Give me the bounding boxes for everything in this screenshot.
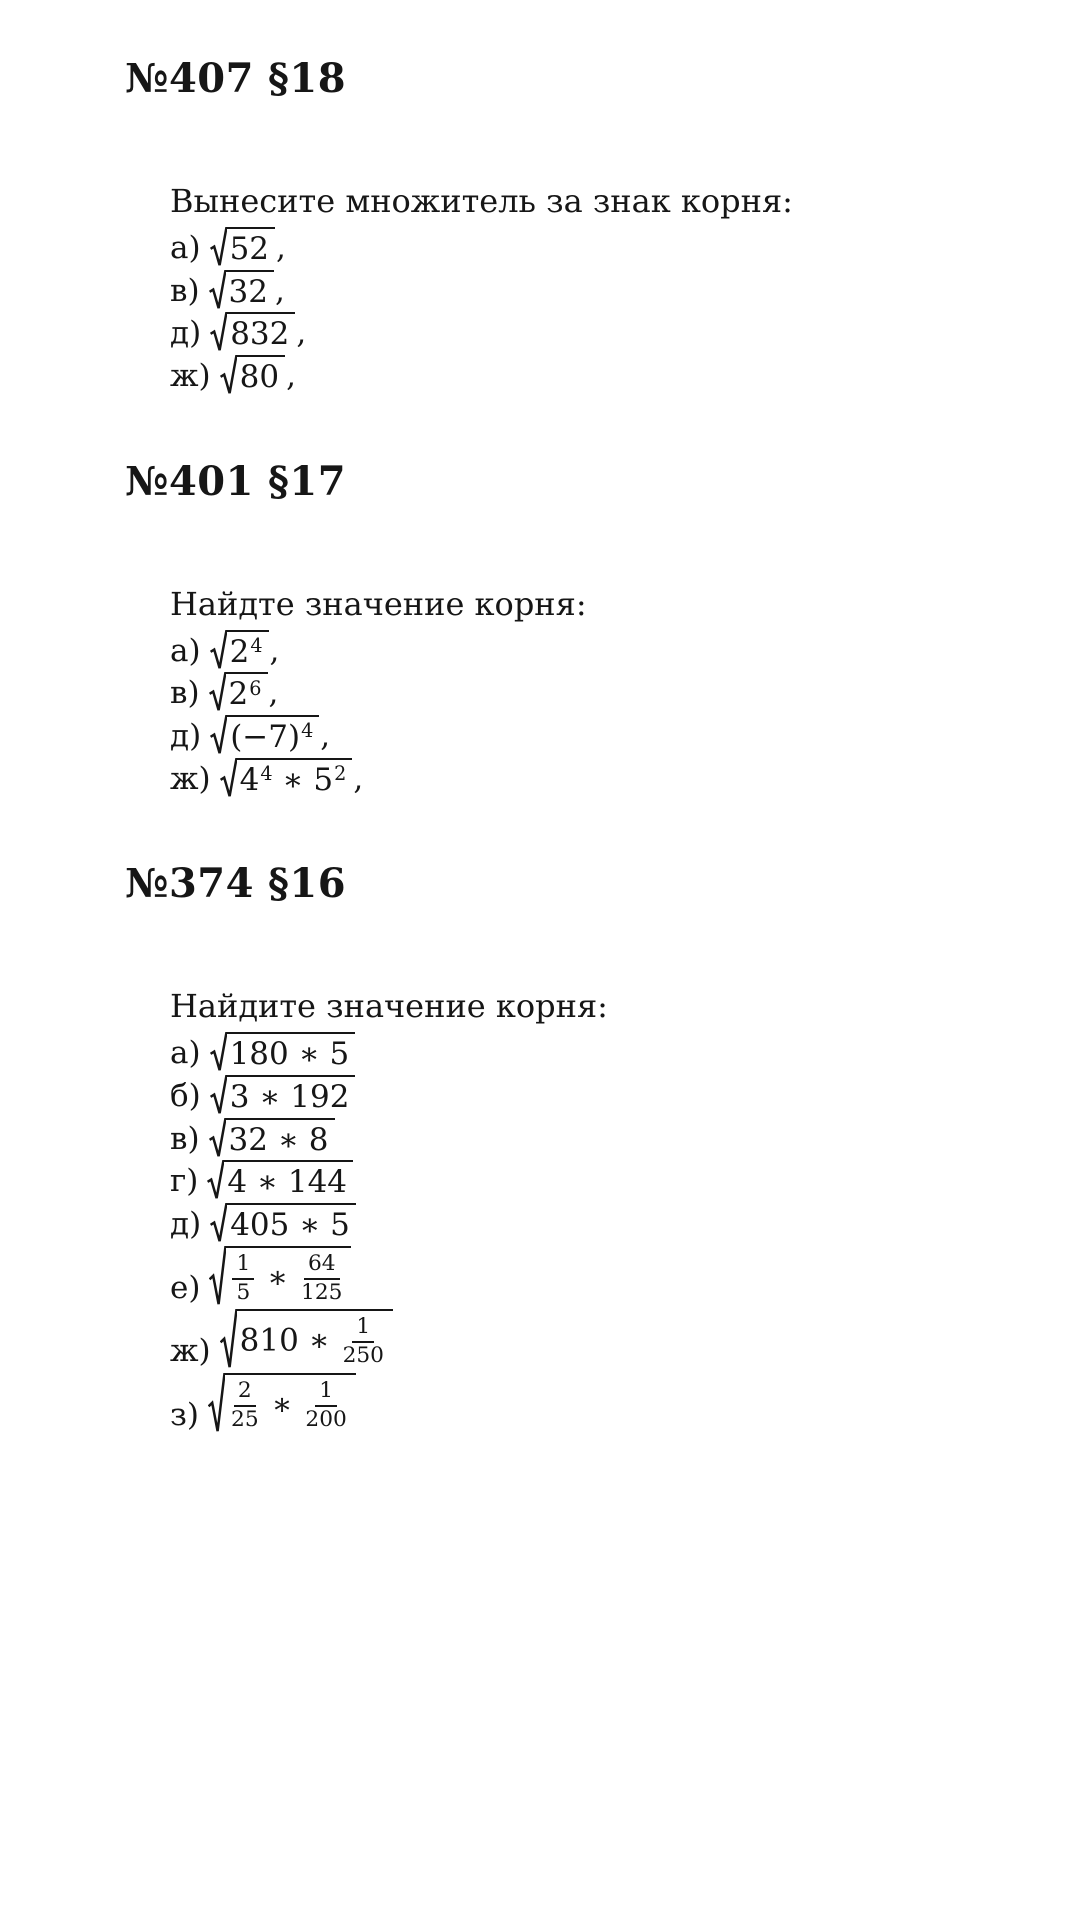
item-suffix: , (269, 632, 280, 669)
radicand (224, 1160, 353, 1200)
fraction-numerator: 64 (304, 1253, 340, 1280)
paragraph-ref: §18 (267, 55, 347, 102)
sqrt-expression (210, 1075, 356, 1115)
item-suffix: , (320, 717, 331, 754)
item-label: з) (170, 1396, 200, 1433)
item-label: д) (170, 1206, 202, 1243)
item-label: в) (170, 272, 200, 309)
sqrt-expression (210, 312, 295, 352)
item-label: е) (170, 1269, 201, 1306)
fraction (231, 1377, 259, 1432)
sqrt-expression (209, 672, 268, 712)
radical-sign-icon (210, 1032, 227, 1072)
exercise-item (170, 1118, 336, 1158)
radical-sign-icon (207, 1160, 224, 1200)
radicand (227, 630, 269, 670)
item-label: г) (170, 1163, 199, 1200)
item-label: в) (170, 675, 200, 712)
radical-sign-icon (210, 227, 227, 267)
math-text: 405 ∗ 5 (230, 1207, 350, 1244)
power-base: 2 (229, 633, 250, 670)
exercise-item (170, 1246, 352, 1307)
fraction (232, 1250, 254, 1305)
item-label: в) (170, 1120, 200, 1157)
task-intro: Вынесите множитель за знак корня: (170, 182, 793, 220)
item-suffix: , (353, 760, 364, 797)
power-expression (240, 762, 273, 798)
item-label: ж) (170, 357, 211, 394)
radicand (237, 1309, 393, 1370)
exercise-number: №407 (125, 55, 254, 102)
radicand (226, 1118, 335, 1158)
task-intro: Найдите значение корня: (170, 987, 608, 1026)
sqrt-expression (207, 1160, 353, 1200)
exercise-item (170, 630, 279, 670)
exercise-item (170, 1203, 357, 1243)
fraction (305, 1377, 347, 1432)
item-list (170, 630, 1050, 798)
sqrt-expression (220, 1309, 393, 1370)
exercise-item (170, 1032, 356, 1072)
item-suffix: , (276, 229, 286, 266)
radical-sign-icon (209, 270, 226, 310)
fraction (301, 1250, 343, 1305)
exercise-item (170, 1309, 394, 1370)
power-exponent: 2 (334, 762, 347, 786)
power-expression (230, 719, 313, 755)
radical-sign-icon (210, 630, 227, 670)
exercise-number: №401 (125, 457, 254, 505)
math-text: 80 (239, 358, 280, 395)
power-expression (229, 676, 262, 712)
exercise-item (170, 1075, 356, 1115)
fraction-denominator: 200 (305, 1406, 347, 1432)
math-text: 32 ∗ 8 (228, 1121, 329, 1158)
math-text: ∗ (257, 1259, 299, 1296)
radicand (227, 312, 295, 352)
fraction-denominator: 125 (301, 1279, 343, 1305)
radicand (227, 1075, 356, 1115)
item-suffix: , (275, 272, 285, 309)
radical-sign-icon (220, 1309, 237, 1370)
fraction-numerator: 2 (234, 1380, 256, 1407)
exercise-item (170, 758, 363, 798)
radical-sign-icon (210, 1203, 227, 1243)
power-exponent: 4 (260, 762, 273, 786)
radical-sign-icon (209, 672, 226, 712)
item-label: а) (170, 632, 201, 669)
radical-sign-icon (210, 1075, 227, 1115)
radical-sign-icon (220, 355, 237, 395)
radicand (226, 672, 268, 712)
sqrt-expression (209, 1118, 335, 1158)
math-text: 52 (229, 230, 270, 267)
power-expression (230, 634, 263, 670)
exercise-item (170, 1160, 354, 1200)
exercise-item (170, 312, 306, 352)
radicand (227, 1032, 356, 1072)
exercise-item (170, 355, 296, 395)
exercise-item (170, 270, 285, 310)
exercise-number: №374 (125, 860, 254, 908)
sqrt-expression (208, 1373, 356, 1434)
math-text: ∗ (272, 761, 314, 798)
item-label: а) (170, 229, 201, 266)
item-suffix: , (296, 315, 307, 352)
exercise-item (170, 715, 330, 755)
power-base: (−7) (230, 718, 301, 755)
fraction-denominator: 5 (236, 1279, 251, 1305)
radicand (227, 715, 319, 755)
math-text: 3 ∗ 192 (229, 1078, 350, 1115)
power-expression (313, 762, 346, 798)
power-base: 4 (239, 761, 260, 798)
paragraph-ref: §16 (267, 860, 347, 908)
radicand (237, 355, 285, 395)
math-text: 180 ∗ 5 (229, 1036, 350, 1073)
exercise-item (170, 1373, 357, 1434)
radical-sign-icon (210, 715, 227, 755)
radicand (226, 1246, 351, 1307)
sqrt-expression (210, 227, 275, 267)
exercise-item (170, 672, 278, 712)
power-exponent: 4 (250, 633, 263, 657)
radicand (227, 227, 275, 267)
power-exponent: 4 (301, 719, 314, 743)
math-text: 810 ∗ (239, 1322, 340, 1359)
fraction (343, 1316, 384, 1368)
sqrt-expression (220, 758, 353, 798)
item-label: ж) (170, 1333, 211, 1370)
exercise-heading (125, 55, 1050, 102)
item-suffix: , (268, 675, 279, 712)
sqrt-expression (209, 270, 274, 310)
sqrt-expression (220, 355, 285, 395)
radical-sign-icon (209, 1118, 226, 1158)
math-text: ∗ (261, 1386, 303, 1423)
fraction-numerator: 1 (232, 1253, 254, 1280)
radical-sign-icon (210, 312, 227, 352)
item-suffix: , (286, 357, 296, 394)
item-label: д) (170, 717, 202, 754)
exercise-heading (125, 457, 1050, 505)
item-label: д) (170, 315, 202, 352)
exercise-section (125, 860, 1050, 1433)
exercise-heading (125, 860, 1050, 908)
exercise-section (125, 55, 1050, 395)
radical-sign-icon (209, 1246, 226, 1307)
radicand (237, 758, 353, 798)
radicand (226, 270, 274, 310)
fraction-denominator: 250 (342, 1343, 384, 1369)
fraction-denominator: 25 (231, 1406, 259, 1432)
paragraph-ref: §17 (267, 457, 347, 505)
power-exponent: 6 (249, 676, 262, 700)
radical-sign-icon (220, 758, 237, 798)
math-text: 832 (230, 316, 290, 353)
exercise-section (125, 457, 1050, 798)
fraction-numerator: 1 (352, 1316, 374, 1343)
item-list (170, 1032, 1050, 1433)
item-list (170, 227, 1050, 395)
item-label: а) (170, 1035, 201, 1072)
radicand (227, 1203, 356, 1243)
power-base: 2 (228, 676, 249, 713)
fraction-numerator: 1 (315, 1380, 337, 1407)
item-label: б) (170, 1077, 201, 1114)
sqrt-expression (210, 715, 319, 755)
sqrt-expression (210, 1203, 356, 1243)
sqrt-expression (210, 1032, 356, 1072)
radical-sign-icon (208, 1373, 225, 1434)
exercise-item (170, 227, 286, 267)
math-text: 32 (228, 273, 268, 310)
math-text: 4 ∗ 144 (227, 1164, 348, 1201)
radicand (225, 1373, 356, 1434)
item-label: ж) (170, 760, 211, 797)
sqrt-expression (209, 1246, 351, 1307)
task-intro: Найдте значение корня: (170, 584, 587, 623)
sqrt-expression (210, 630, 269, 670)
power-base: 5 (313, 761, 334, 798)
